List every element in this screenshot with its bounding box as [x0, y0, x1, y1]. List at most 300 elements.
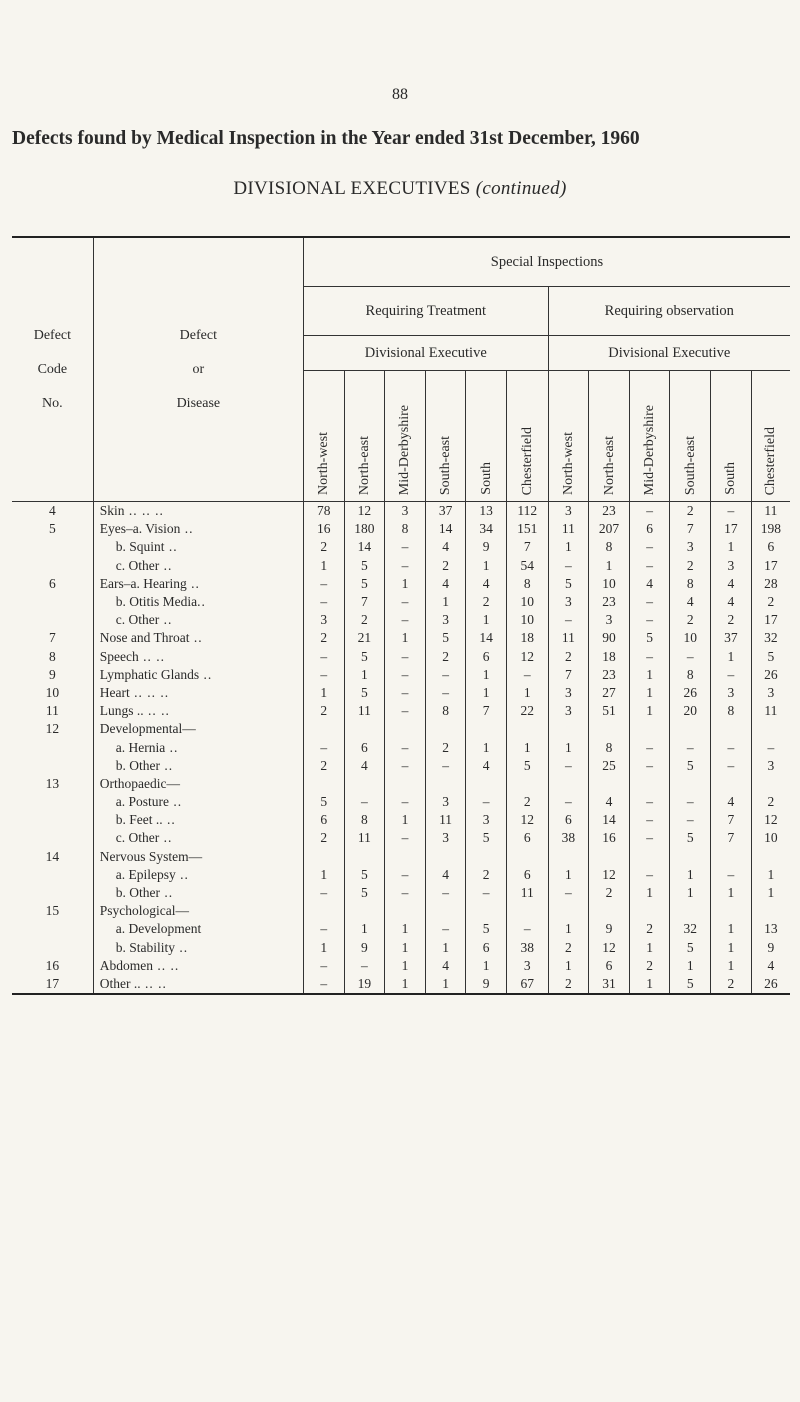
value-cell: 1	[303, 866, 344, 884]
value-cell: –	[670, 738, 711, 756]
value-cell: –	[629, 738, 670, 756]
value-cell: 1	[385, 975, 426, 994]
value-cell	[466, 720, 507, 738]
table-row	[12, 975, 790, 994]
value-cell: 1	[670, 866, 711, 884]
value-cell: 207	[589, 520, 630, 538]
value-cell: 2	[344, 611, 385, 629]
value-cell: 4	[425, 957, 466, 975]
value-cell: –	[548, 557, 589, 575]
column-header: Mid-Derbyshire	[629, 371, 670, 502]
value-cell	[711, 848, 752, 866]
defect-label: b. Feet ..	[115, 812, 163, 828]
value-cell: 10	[751, 829, 790, 847]
value-cell: –	[385, 611, 426, 629]
value-cell: 6	[548, 811, 589, 829]
value-cell: 16	[589, 829, 630, 847]
value-cell	[548, 902, 589, 920]
value-cell: 14	[466, 629, 507, 647]
value-cell: 1	[670, 957, 711, 975]
value-cell: 7	[670, 520, 711, 538]
column-header: South	[466, 371, 507, 502]
value-cell: 2	[548, 939, 589, 957]
value-cell: 1	[548, 538, 589, 556]
table-row	[12, 957, 790, 975]
value-cell: 4	[425, 575, 466, 593]
value-cell: 11	[751, 702, 790, 720]
defect-name	[93, 920, 303, 938]
value-cell	[506, 902, 548, 920]
value-cell: –	[303, 575, 344, 593]
column-header: South-east	[425, 371, 466, 502]
defect-code	[12, 793, 93, 811]
value-cell: 4	[711, 575, 752, 593]
table-row	[12, 648, 790, 666]
value-cell	[548, 775, 589, 793]
value-cell: 1	[711, 648, 752, 666]
value-cell: 28	[751, 575, 790, 593]
value-cell: 18	[506, 629, 548, 647]
value-cell	[425, 720, 466, 738]
value-cell	[670, 775, 711, 793]
defect-code	[12, 920, 93, 938]
value-cell: –	[385, 684, 426, 702]
value-cell: 32	[751, 629, 790, 647]
value-cell: 1	[385, 575, 426, 593]
value-cell: –	[548, 884, 589, 902]
defect-code: 6	[48, 575, 56, 591]
leader-dots: ..	[159, 885, 174, 901]
value-cell	[466, 775, 507, 793]
value-cell: –	[385, 702, 426, 720]
defect-code	[12, 738, 93, 756]
defect-name	[93, 666, 303, 684]
value-cell: 31	[589, 975, 630, 994]
value-cell: 1	[466, 684, 507, 702]
value-cell: 4	[711, 593, 752, 611]
value-cell: 4	[711, 793, 752, 811]
value-cell: 8	[670, 575, 711, 593]
value-cell: 1	[751, 866, 790, 884]
defects-table	[12, 236, 790, 995]
table-row	[12, 611, 790, 629]
defect-name	[93, 811, 303, 829]
defect-label: a. Posture	[115, 794, 169, 810]
value-cell: 1	[751, 884, 790, 902]
defect-label: Skin	[99, 503, 125, 519]
value-cell: 9	[751, 939, 790, 957]
value-cell: 2	[629, 920, 670, 938]
value-cell: 1	[385, 920, 426, 938]
value-cell: 1	[548, 866, 589, 884]
value-cell: 3	[425, 793, 466, 811]
leader-dots: ..	[189, 630, 203, 646]
value-cell: 14	[589, 811, 630, 829]
value-cell: 5	[344, 684, 385, 702]
value-cell: 19	[344, 975, 385, 994]
value-cell	[466, 902, 507, 920]
value-cell	[385, 775, 426, 793]
value-cell	[629, 902, 670, 920]
value-cell	[751, 902, 790, 920]
value-cell: –	[711, 757, 752, 775]
defect-code	[12, 866, 93, 884]
value-cell: 4	[344, 757, 385, 775]
value-cell: 1	[711, 884, 752, 902]
header-defect-code: Defect Code No.	[12, 237, 93, 502]
value-cell: 2	[670, 502, 711, 521]
value-cell: 2	[711, 611, 752, 629]
value-cell: 3	[548, 684, 589, 702]
value-cell: 1	[303, 684, 344, 702]
value-cell: 2	[303, 829, 344, 847]
page-number: 88	[392, 86, 408, 103]
defect-name	[93, 829, 303, 847]
value-cell: –	[548, 793, 589, 811]
value-cell: 27	[589, 684, 630, 702]
value-cell: 4	[589, 793, 630, 811]
value-cell: 51	[589, 702, 630, 720]
value-cell: 10	[506, 611, 548, 629]
value-cell: –	[548, 757, 589, 775]
value-cell	[303, 902, 344, 920]
value-cell: 8	[344, 811, 385, 829]
value-cell: 32	[670, 920, 711, 938]
value-cell: 1	[629, 939, 670, 957]
value-cell: 22	[506, 702, 548, 720]
value-cell: 11	[751, 502, 790, 521]
value-cell: 11	[344, 829, 385, 847]
value-cell: –	[385, 538, 426, 556]
value-cell: –	[629, 557, 670, 575]
value-cell	[385, 720, 426, 738]
value-cell: 26	[751, 666, 790, 684]
defect-name	[93, 611, 303, 629]
leader-dots: ..	[164, 539, 178, 555]
defect-name	[93, 939, 303, 957]
value-cell: 4	[629, 575, 670, 593]
page-title: Defects found by Medical Inspection in the Year ended 31st December, 1960	[12, 128, 640, 149]
header-requiring-treatment: Requiring Treatment	[303, 287, 548, 336]
table-row	[12, 702, 790, 720]
value-cell: –	[385, 593, 426, 611]
leader-dots: ..	[159, 612, 173, 628]
value-cell: 112	[506, 502, 548, 521]
value-cell	[506, 720, 548, 738]
column-header: Chesterfield	[751, 371, 790, 502]
value-cell: 3	[425, 829, 466, 847]
value-cell: 1	[303, 557, 344, 575]
defect-label: a. Development	[115, 921, 202, 937]
table-row	[12, 738, 790, 756]
value-cell: –	[385, 666, 426, 684]
defect-label: b. Squint	[115, 539, 165, 555]
defect-label: Developmental—	[99, 721, 196, 737]
value-cell: 5	[344, 648, 385, 666]
value-cell: –	[629, 502, 670, 521]
defect-name	[93, 902, 303, 920]
value-cell: –	[629, 811, 670, 829]
value-cell: 6	[629, 520, 670, 538]
defect-code	[12, 538, 93, 556]
value-cell	[385, 902, 426, 920]
column-header: Chesterfield	[506, 371, 548, 502]
value-cell: 2	[425, 557, 466, 575]
table-row	[12, 775, 790, 793]
value-cell: 26	[751, 975, 790, 994]
value-cell: 16	[303, 520, 344, 538]
value-cell: 1	[385, 939, 426, 957]
leader-dots: .. ..	[140, 975, 167, 991]
value-cell: –	[629, 593, 670, 611]
defect-label: b. Other	[115, 885, 160, 901]
value-cell: 5	[670, 975, 711, 994]
value-cell: 21	[344, 629, 385, 647]
header-requiring-observation: Requiring observation	[548, 287, 790, 336]
value-cell: 1	[344, 920, 385, 938]
defect-code: 5	[48, 521, 56, 537]
value-cell: 2	[425, 738, 466, 756]
value-cell: 4	[751, 957, 790, 975]
leader-dots: ..	[197, 594, 206, 610]
value-cell: 1	[629, 702, 670, 720]
value-cell: 1	[711, 920, 752, 938]
value-cell: 6	[506, 866, 548, 884]
value-cell: –	[751, 738, 790, 756]
table-row	[12, 902, 790, 920]
value-cell: 5	[670, 939, 711, 957]
value-cell: 2	[506, 793, 548, 811]
defect-code: 10	[45, 684, 60, 700]
value-cell: 3	[506, 957, 548, 975]
table-row	[12, 557, 790, 575]
table-row	[12, 720, 790, 738]
value-cell	[425, 775, 466, 793]
defect-label: a. Hernia	[115, 739, 166, 755]
value-cell: 2	[466, 866, 507, 884]
defect-label: Eyes–a. Vision	[99, 521, 181, 537]
value-cell: –	[344, 793, 385, 811]
defect-label: c. Other	[115, 830, 160, 846]
value-cell: 5	[344, 575, 385, 593]
column-header: South	[711, 371, 752, 502]
defect-code	[12, 611, 93, 629]
leader-dots: ..	[162, 812, 176, 828]
defect-label: a. Epilepsy	[115, 866, 176, 882]
value-cell: 5	[548, 575, 589, 593]
table-row	[12, 939, 790, 957]
defect-name	[93, 738, 303, 756]
value-cell	[629, 720, 670, 738]
header-divisional-executive-observation: Divisional Executive	[548, 336, 790, 371]
value-cell: 5	[751, 648, 790, 666]
value-cell: 20	[670, 702, 711, 720]
defect-code: 8	[48, 648, 56, 664]
value-cell: 6	[466, 939, 507, 957]
value-cell: –	[670, 648, 711, 666]
value-cell	[548, 848, 589, 866]
value-cell	[344, 775, 385, 793]
table-row	[12, 757, 790, 775]
value-cell: –	[425, 920, 466, 938]
leader-dots: ..	[175, 939, 189, 955]
value-cell: 12	[589, 866, 630, 884]
defect-code: 17	[12, 975, 93, 994]
value-cell: 8	[425, 702, 466, 720]
value-cell: 7	[711, 829, 752, 847]
value-cell: 3	[548, 702, 589, 720]
leader-dots: ..	[175, 866, 189, 882]
value-cell: 4	[425, 866, 466, 884]
value-cell: 18	[589, 648, 630, 666]
value-cell: 11	[548, 629, 589, 647]
value-cell: –	[385, 557, 426, 575]
value-cell: 14	[344, 538, 385, 556]
value-cell: –	[303, 593, 344, 611]
defect-name	[93, 793, 303, 811]
value-cell: –	[506, 666, 548, 684]
value-cell: 2	[548, 975, 589, 994]
value-cell: 14	[425, 520, 466, 538]
value-cell	[303, 848, 344, 866]
value-cell: –	[344, 957, 385, 975]
value-cell	[589, 848, 630, 866]
defect-code: 13	[45, 775, 60, 791]
value-cell: 11	[548, 520, 589, 538]
value-cell	[711, 720, 752, 738]
value-cell: –	[466, 793, 507, 811]
value-cell: 180	[344, 520, 385, 538]
value-cell: 3	[751, 757, 790, 775]
defect-name	[93, 629, 303, 647]
defect-name	[93, 538, 303, 556]
value-cell: 1	[629, 884, 670, 902]
defect-code: 9	[48, 666, 56, 682]
defect-code: 14	[45, 848, 60, 864]
value-cell: 1	[711, 957, 752, 975]
leader-dots: ..	[186, 575, 200, 591]
value-cell: 1	[425, 975, 466, 994]
defect-code	[12, 811, 93, 829]
value-cell: 5	[466, 829, 507, 847]
value-cell: –	[548, 611, 589, 629]
value-cell: 11	[506, 884, 548, 902]
value-cell: 1	[548, 738, 589, 756]
value-cell: 3	[751, 684, 790, 702]
value-cell: –	[385, 866, 426, 884]
value-cell: 5	[344, 866, 385, 884]
value-cell: 1	[303, 939, 344, 957]
defect-name	[93, 520, 303, 538]
defect-code	[12, 593, 93, 611]
value-cell: 3	[466, 811, 507, 829]
value-cell: 1	[385, 629, 426, 647]
defect-name	[93, 684, 303, 702]
value-cell: 23	[589, 502, 630, 521]
value-cell	[629, 848, 670, 866]
value-cell: 8	[589, 738, 630, 756]
value-cell: 1	[548, 957, 589, 975]
table-row	[12, 793, 790, 811]
table-row	[12, 920, 790, 938]
value-cell: 12	[506, 648, 548, 666]
value-cell: 8	[670, 666, 711, 684]
value-cell: 13	[751, 920, 790, 938]
value-cell: –	[385, 738, 426, 756]
value-cell: 8	[711, 702, 752, 720]
value-cell: 2	[303, 757, 344, 775]
value-cell: 17	[751, 557, 790, 575]
value-cell: 78	[303, 502, 344, 521]
value-cell: –	[711, 666, 752, 684]
table-row	[12, 811, 790, 829]
table-row	[12, 502, 790, 521]
value-cell: 3	[548, 502, 589, 521]
defect-name	[93, 866, 303, 884]
value-cell: –	[425, 757, 466, 775]
value-cell: 37	[425, 502, 466, 521]
defect-label: Nervous System—	[99, 848, 203, 864]
value-cell: 2	[589, 884, 630, 902]
value-cell: 3	[670, 538, 711, 556]
value-cell: 1	[466, 666, 507, 684]
value-cell	[466, 848, 507, 866]
value-cell: 2	[303, 702, 344, 720]
column-header: Mid-Derbyshire	[385, 371, 426, 502]
value-cell: 1	[506, 684, 548, 702]
leader-dots: ..	[159, 557, 173, 573]
value-cell: 9	[466, 975, 507, 994]
table-row	[12, 684, 790, 702]
value-cell: 1	[466, 611, 507, 629]
value-cell: –	[425, 884, 466, 902]
value-cell: 5	[425, 629, 466, 647]
value-cell: –	[385, 884, 426, 902]
value-cell: 7	[548, 666, 589, 684]
defect-code	[12, 757, 93, 775]
table-row	[12, 593, 790, 611]
value-cell: –	[629, 611, 670, 629]
value-cell: 1	[466, 557, 507, 575]
value-cell: 3	[548, 593, 589, 611]
defect-label: b. Otitis Media	[115, 594, 198, 610]
value-cell	[506, 775, 548, 793]
value-cell: 23	[589, 593, 630, 611]
value-cell: –	[670, 793, 711, 811]
value-cell: 3	[385, 502, 426, 521]
defect-name	[93, 648, 303, 666]
defect-label: b. Stability	[115, 939, 175, 955]
value-cell: 3	[711, 557, 752, 575]
value-cell: 2	[466, 593, 507, 611]
value-cell: –	[303, 666, 344, 684]
defect-name	[93, 848, 303, 866]
table-row	[12, 538, 790, 556]
defect-label: Psychological—	[99, 903, 189, 919]
leader-dots: ..	[159, 830, 173, 846]
table-row	[12, 520, 790, 538]
defect-name	[93, 502, 303, 521]
defect-label: Lymphatic Glands	[99, 666, 200, 682]
value-cell: 3	[589, 611, 630, 629]
value-cell: 6	[506, 829, 548, 847]
value-cell: 1	[711, 939, 752, 957]
value-cell: 12	[589, 939, 630, 957]
value-cell: 1	[629, 684, 670, 702]
value-cell: –	[425, 684, 466, 702]
column-header: South-east	[670, 371, 711, 502]
value-cell: 2	[548, 648, 589, 666]
